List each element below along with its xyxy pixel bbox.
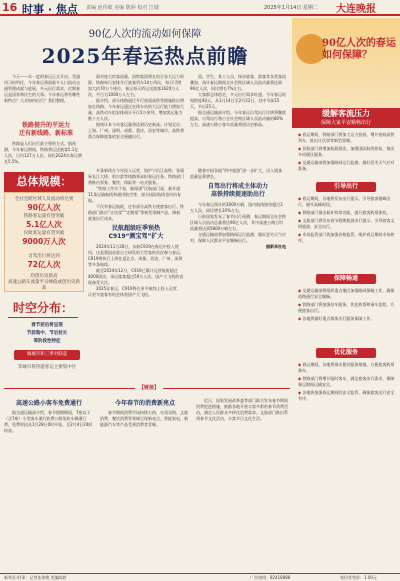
sidebar-list-smooth: ◆ 交通运输部将组织重点地区加强路网保畅工作，确保道路通行安全顺畅。 ◆ 铁路部门将加强站车服务，优化购票和乘车流程，方便旅客出行。 ◆ 各地将做好重点群体出行服务保障工作。 bbox=[298, 288, 396, 324]
consumption-title: 今年春节的消费新亮点 bbox=[114, 400, 175, 407]
time-highlight-box: 城城市和三季对联起 bbox=[14, 350, 80, 360]
newspaper-logo: 大连晚报 bbox=[336, 4, 376, 15]
time-note: 等城市将热游客运主要集中区 bbox=[17, 365, 77, 370]
aviation-subhead: 民航超级旺季预热 C919“颜宝驾”扩大 bbox=[108, 225, 164, 240]
article-column-2b: 随着中国各地“四中旅游”进一步扩大，出入境客流量显著增长。 自驾出行将成主体动力 高铁持续提速助出行 今年春运预计约3000万辆，国内航线接待超过3万人次，同比增长10%左右。 日前国家发布了春节出行预测，春运期间全社会跨区域人员流动总量将达90亿人次，其中高速公路日均流量将达到5800万辆左右。 交通运输部将加强路网运行监测，做好恶劣天气应对，保障人民群众平安顺畅出行。 据新华社电 bbox=[190, 168, 286, 249]
sidebar-banner: 缓解客流压力 保障大家平安顺畅出行 bbox=[292, 108, 400, 128]
intro-paragraph: 今天——年一度的春运正式开启。受通用习俗所托，今年春运将面临多人口流动交通管理成就与进展，多元出行需求，近期春运是国家和民生的大事。今年春运将有哪些新特点？大众如何出行？我们整理。 bbox=[4, 74, 80, 103]
sidebar-section-service: 优化服务 bbox=[316, 348, 376, 358]
sidebar-list-service: ◆ 春运期间，各地将推出便民服务措施，方便旅客购票乘车。 ◆ 铁路部门将增开临时客车，满足旅客出行需求，保障春运期间运输安全。 ◆ 各地将加强春运期间的安全监管，确保旅客出行安全有序。 bbox=[298, 362, 396, 404]
rail-subhead: 铁路提升的平运力 迁有新线路、新标准 bbox=[18, 122, 73, 137]
page-footer bbox=[0, 573, 400, 581]
link-tag: 【链接】 bbox=[135, 384, 163, 393]
source-signature: 据新华社电 bbox=[266, 244, 286, 249]
rail-paragraph: 铁路是人们出行最主要的方式。据预测，今年春运期间，铁路将运送旅客5.1亿人次，日均127万人次，同比2024年春运增长5.5%。 bbox=[4, 141, 82, 164]
sidebar-section-guide: 引导出行 bbox=[316, 182, 376, 192]
article-column-1b: 多条新线在今年投入运营，如沪宁沿江高铁、张靖皋长江大桥、哈尔滨等线路将承担春运任务。铁路部门将推出票务、餐饮、保险等一站式服务。 “铁路工作实干家，新闻事”民航部门说，新开通11条运输航线和通用航空等，部分国际航线也纷纷复航。 不仅有春运航班，还有部分高铁方便旅客出行。铁路部门推出“计次票”“定期票”等新型票制产品，降低旅客出行成本。 民航超级旺季预热 C919“颜宝驾”扩大 2024年11月28日，东航C919在春运中投入使用。这是我国首款自主研发的大型客机首次参与春运，C919将执行上海往返北京、成都、西安、广州、深圳等多条航线。 截至2024年12月，C919已累计运营航班超过4000班次，承运旅客超过50万人次。国产大飞机的表现备受关注。 2025年春运，C919将在更多航线上投入运营，让更多旅客有机会体验国产大飞机。 bbox=[88, 168, 184, 297]
editor-credits: 责编 连伟敏 美编 陈婷 校对 江婕 bbox=[86, 5, 159, 11]
issue-date: 2025年1月14日 星期二 bbox=[264, 5, 318, 11]
toll-free-title: 高速公路小客车免费通行 bbox=[15, 400, 82, 407]
sidebar-section-smooth: 保障畅通 bbox=[316, 274, 376, 284]
overall-scale-title: 总体规模： bbox=[4, 172, 84, 192]
stat-self-drive: 自驾出行将达到 72亿人次 bbox=[27, 254, 61, 269]
time-item-2: 节前集中、节后拉长 bbox=[26, 331, 68, 336]
section-title: 时事 · 焦点 bbox=[22, 3, 78, 16]
stat-total-flow: 全社会跨区域人员流动将达到 90亿人次 bbox=[14, 197, 74, 212]
time-distribution-title: 时空分布： bbox=[8, 298, 78, 318]
toll-free-text: 据交通运输部介绍，春节假期期间，7座以下（含7座）小型客车通行收费公路免收车辆通行费，免费时段从1月28日0时开始，至2月4日24时结束。 bbox=[4, 410, 93, 433]
page-number: 16 bbox=[2, 1, 18, 14]
footer-credits: 新华社·时事：记者连伟敏 美编陈婷 bbox=[4, 575, 67, 580]
main-headline: 2025年春运热点前瞻 bbox=[41, 44, 249, 68]
article-column-2: 流，学生、务工人员、探亲旅客、游客等各类客流叠加，预计春运期间全社会跨区域人员流动量将达到90亿人次，同比增长7%左右。 大客群总体稳定，多元出行需求旺盛。今年春运时间跨度40天，从1月14日至2月22日，其中节前15天，节后25天。 据交通运输部介绍，今年春运自驾出行比例将继续提高，自驾出行将占全社会跨区域人员流动量的80%左右，高速公路小客车流量将创历史新高。 bbox=[190, 74, 286, 127]
time-item-1: 春节前后将呈现 bbox=[31, 323, 63, 328]
sidebar-list-capacity: ◆ 春运期间，铁路部门将加大运力投放，增开夜间高铁列车，推出计次票等新型票制。 ◆ 民航部门将增加航班班次，加强国际航线恢复，推出多项便民服务。 ◆ 交通运输部将加强路网运行监测，做好恶劣天气应对准备。 bbox=[298, 132, 396, 174]
page-header bbox=[0, 0, 400, 16]
footer-ad-hotline: 广告热线：82418888 bbox=[250, 575, 291, 580]
headline-kicker: 90亿人次的流动如何保障 bbox=[88, 29, 202, 40]
self-drive-subhead: 自驾出行将成主体动力 高铁持续提速助出行 bbox=[207, 183, 268, 198]
sidebar-hero-title: 90亿人次的春运如何保障？ bbox=[322, 38, 396, 61]
right-sidebar bbox=[292, 18, 400, 581]
consumption-text: 春节期间消费市场持续火热，年货采购、文旅消费、餐饮消费等领域呈现新亮点，智能家电、新能源汽车等产品受到消费者青睐。 bbox=[100, 410, 188, 427]
sidebar-list-guide: ◆ 春运期间，各地将发布出行提示，引导旅客错峰出行，避开高峰时段。 ◆ 铁路部门推出候补购票功能，提升旅客购票体验。 ◆ 文旅部门将发布春节假期旅游出行提示，引导游客文明旅游、安全出行。 ◆ 市场监管部门将加强价格监管，维护春运期间市场秩序。 bbox=[298, 196, 396, 246]
stat-air: 民航客运量有望突破 9000万人次 bbox=[22, 231, 66, 246]
article-column-1: 面对庞大的客流量，国铁集团将在综合各大运力资源，铁路每日安排开行旅客列车14万列次，每日可增加大约70万个座位，春运每天约运送旅客1620万人次，平日为1000万人左右。 据介绍，部分线路通过开行夜间高铁等措施推出增加在线路。今年春运通过在线车站的大运行能力增加大量，高铁动车组安排预计开行2万余列，增加客运能力数十万人次。 据统计本今年客运量将达到历史新高。计划北京、上海、广州、深圳、成都、重庆、西安等城市，高铁将重点保障旅客的安全便捷出行。 bbox=[88, 74, 184, 139]
stat-rail: 铁路客运量有望突破 5.1亿人次 bbox=[23, 214, 65, 229]
stat-note: 均创历史新高 高速公路车流量平日峰值或创历史新高 bbox=[8, 274, 80, 291]
time-item-3: 等阶段性特征 bbox=[33, 339, 61, 344]
footer-price: 每份零售价：1.00元 bbox=[340, 575, 377, 580]
policy-text: 近日，国家发展改革委等部门联合发布春节期间消费促进措施，鼓励各地开展丰富多彩的春节消费活动，满足人民群众多样化消费需求。文旅部门推出系列春节文化活动，丰富节日文化生活。 bbox=[196, 398, 288, 421]
